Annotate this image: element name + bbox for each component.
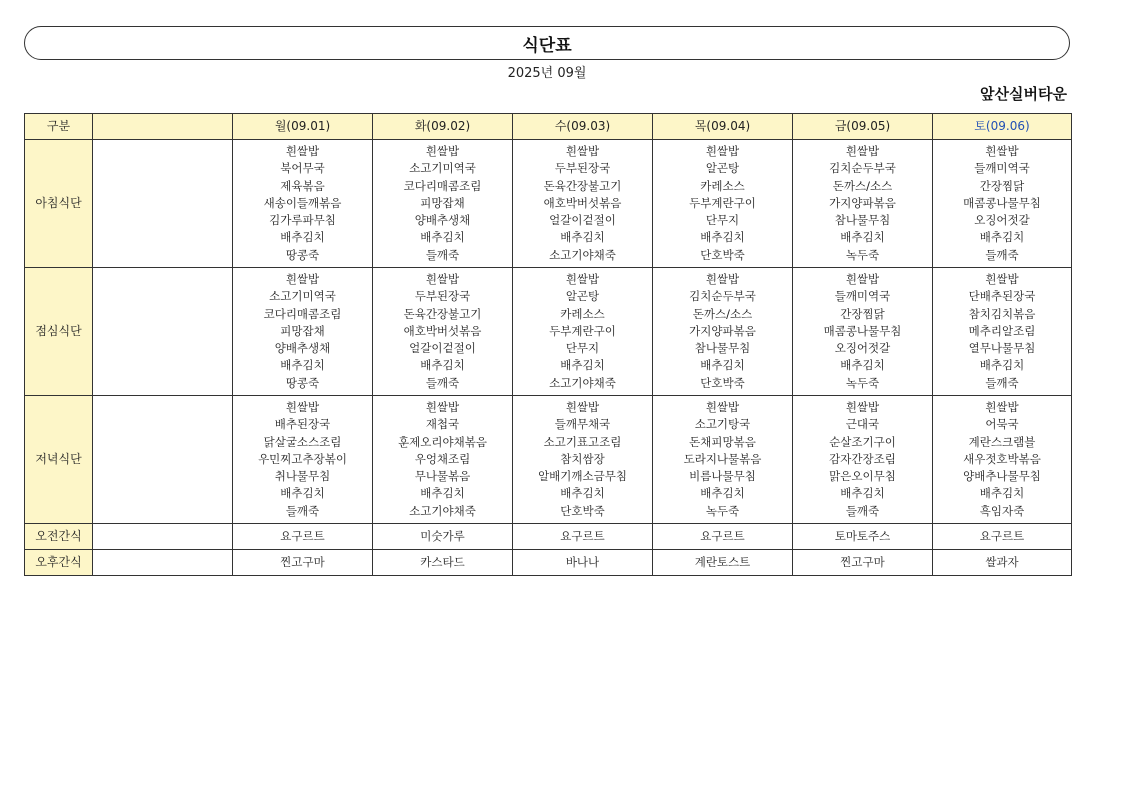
menu-item: 비름나물무침 <box>689 469 756 484</box>
menu-item: 애호박버섯볶음 <box>543 195 622 210</box>
menu-item: 흑임자죽 <box>979 503 1025 518</box>
menu-item: 돈까스/소스 <box>692 306 753 321</box>
page-title: 식단표 <box>522 35 572 56</box>
menu-cell <box>793 268 933 396</box>
menu-item: 흰쌀밥 <box>985 144 1019 159</box>
menu-item: 오징어젓갈 <box>834 341 891 356</box>
meal-label: 저녁식단 <box>25 396 93 524</box>
menu-cell <box>933 268 1072 396</box>
menu-item: 흰쌀밥 <box>425 400 460 415</box>
snack-cell: 카스타드 <box>373 550 513 576</box>
snack-cell: 계란토스트 <box>653 550 793 576</box>
menu-item: 두부된장국 <box>414 289 471 304</box>
menu-cell <box>793 396 933 524</box>
menu-item: 배추김치 <box>560 230 605 245</box>
menu-cell <box>513 268 653 396</box>
menu-item: 들깨죽 <box>845 503 880 518</box>
menu-item: 알배기깨소금무침 <box>538 469 627 484</box>
menu-item: 단호박죽 <box>700 247 745 262</box>
menu-item: 소고기야채죽 <box>409 503 476 518</box>
menu-item: 들깨미역국 <box>834 289 891 304</box>
blank-cell <box>93 268 233 396</box>
menu-item: 알곤탕 <box>705 161 740 176</box>
menu-item: 얼갈이겉절이 <box>409 341 476 356</box>
menu-item: 흰쌀밥 <box>285 144 320 159</box>
menu-item: 카레소스 <box>560 306 605 321</box>
menu-item: 흰쌀밥 <box>845 400 880 415</box>
meal-row <box>25 396 1072 524</box>
menu-item: 제육볶음 <box>280 178 325 193</box>
menu-item: 근대국 <box>845 417 880 432</box>
menu-item: 메추리알조림 <box>968 323 1036 338</box>
snack-label: 오후간식 <box>25 550 93 576</box>
blank-cell <box>93 550 233 576</box>
menu-cell <box>933 396 1072 524</box>
menu-item: 흰쌀밥 <box>425 272 460 287</box>
meal-label: 점심식단 <box>25 268 93 396</box>
menu-item: 두부계란구이 <box>549 323 616 338</box>
menu-item: 맑은오이무침 <box>829 469 896 484</box>
menu-item: 단호박죽 <box>700 375 745 390</box>
menu-item: 매콤콩나물무침 <box>823 323 902 338</box>
meal-label: 아침식단 <box>25 140 93 268</box>
menu-item: 흰쌀밥 <box>705 400 740 415</box>
menu-item: 감자간장조림 <box>829 451 896 466</box>
snack-cell: 요구르트 <box>933 524 1072 550</box>
menu-cell <box>373 396 513 524</box>
menu-item: 배추김치 <box>280 358 325 373</box>
menu-item: 배추김치 <box>280 486 325 501</box>
menu-item: 가지양파볶음 <box>689 323 756 338</box>
header-day-wed: 수(09.03) <box>513 114 653 140</box>
facility-name: 앞산실버타운 <box>980 85 1067 103</box>
header-day-mon: 월(09.01) <box>233 114 373 140</box>
menu-item: 배추김치 <box>979 486 1025 501</box>
menu-item: 참치쌈장 <box>560 451 605 466</box>
menu-item: 흰쌀밥 <box>845 144 880 159</box>
menu-cell <box>373 140 513 268</box>
menu-item: 흰쌀밥 <box>285 272 320 287</box>
menu-item: 카레소스 <box>700 178 745 193</box>
blank-cell <box>93 396 233 524</box>
menu-item: 들깨죽 <box>285 503 320 518</box>
menu-item: 소고기미역국 <box>409 161 476 176</box>
menu-item: 코다리매콤조림 <box>263 306 342 321</box>
menu-item: 코다리매콤조림 <box>403 178 482 193</box>
menu-item: 간장찜닭 <box>840 306 885 321</box>
menu-cell <box>513 396 653 524</box>
menu-item: 흰쌀밥 <box>425 144 460 159</box>
menu-item: 단무지 <box>705 213 740 228</box>
menu-item: 배추김치 <box>840 486 885 501</box>
menu-item: 가지양파볶음 <box>829 195 896 210</box>
menu-item: 배추김치 <box>700 358 745 373</box>
menu-item: 단배추된장국 <box>968 289 1036 304</box>
snack-cell: 요구르트 <box>233 524 373 550</box>
header-row <box>25 114 1072 140</box>
menu-item: 흰쌀밥 <box>985 272 1019 287</box>
menu-item: 흰쌀밥 <box>845 272 880 287</box>
menu-item: 소고기야채죽 <box>549 247 616 262</box>
menu-item: 배추김치 <box>420 486 465 501</box>
menu-item: 단호박죽 <box>560 503 605 518</box>
menu-item: 돈까스/소스 <box>832 178 893 193</box>
menu-item: 재첩국 <box>425 417 460 432</box>
menu-item: 북어무국 <box>280 161 325 176</box>
menu-item: 들깨죽 <box>425 375 460 390</box>
menu-item: 흰쌀밥 <box>285 400 320 415</box>
menu-item: 양배추나물무침 <box>963 469 1041 484</box>
menu-item: 흰쌀밥 <box>565 272 600 287</box>
menu-item: 양배추생채 <box>274 341 331 356</box>
menu-item: 돈육간장불고기 <box>403 306 482 321</box>
blank-cell <box>93 524 233 550</box>
menu-cell <box>513 140 653 268</box>
menu-item: 땅콩죽 <box>285 375 320 390</box>
menu-item: 녹두죽 <box>705 503 740 518</box>
menu-item: 새송이들깨볶음 <box>263 195 342 210</box>
menu-item: 흰쌀밥 <box>565 400 600 415</box>
menu-item: 참나물무침 <box>834 213 891 228</box>
menu-item: 단무지 <box>565 341 600 356</box>
menu-item: 배추김치 <box>979 230 1025 245</box>
menu-item: 알곤탕 <box>565 289 600 304</box>
snack-label: 오전간식 <box>25 524 93 550</box>
menu-cell <box>933 140 1072 268</box>
menu-item: 들깨죽 <box>985 375 1019 390</box>
menu-item: 취나물무침 <box>274 469 331 484</box>
menu-item: 얼갈이겉절이 <box>549 213 616 228</box>
menu-cell <box>233 140 373 268</box>
menu-item: 오징어젓갈 <box>974 213 1030 228</box>
menu-item: 간장찜닭 <box>979 178 1025 193</box>
menu-item: 흰쌀밥 <box>705 272 740 287</box>
snack-cell: 찐고구마 <box>233 550 373 576</box>
menu-item: 배추된장국 <box>274 417 331 432</box>
menu-item: 계란스크램블 <box>968 434 1036 449</box>
menu-item: 참나물무침 <box>694 341 751 356</box>
menu-item: 흰쌀밥 <box>985 400 1019 415</box>
snack-cell: 토마토주스 <box>793 524 933 550</box>
page-title-box <box>24 26 1070 60</box>
menu-item: 소고기탕국 <box>694 417 751 432</box>
snack-row <box>25 524 1072 550</box>
menu-item: 들깨죽 <box>425 247 460 262</box>
menu-item: 배추김치 <box>700 486 745 501</box>
menu-item: 배추김치 <box>420 230 465 245</box>
meal-row <box>25 140 1072 268</box>
menu-item: 배추김치 <box>280 230 325 245</box>
menu-item: 배추김치 <box>560 358 605 373</box>
menu-cell <box>653 268 793 396</box>
snack-cell: 쌀과자 <box>933 550 1072 576</box>
menu-item: 녹두죽 <box>845 375 880 390</box>
menu-item: 김치순두부국 <box>829 161 896 176</box>
menu-cell <box>653 140 793 268</box>
menu-item: 매콤콩나물무침 <box>963 195 1041 210</box>
snack-cell: 바나나 <box>513 550 653 576</box>
menu-item: 소고기야채죽 <box>549 375 616 390</box>
snack-cell: 요구르트 <box>513 524 653 550</box>
blank-cell <box>93 140 233 268</box>
header-day-sat: 토(09.06) <box>933 114 1072 140</box>
menu-item: 소고기미역국 <box>269 289 336 304</box>
menu-item: 돈채피망볶음 <box>689 434 756 449</box>
menu-item: 들깨무채국 <box>554 417 611 432</box>
header-day-fri: 금(09.05) <box>793 114 933 140</box>
menu-item: 두부계란구이 <box>689 195 756 210</box>
menu-item: 피망잡채 <box>420 195 465 210</box>
menu-item: 애호박버섯볶음 <box>403 323 482 338</box>
menu-item: 두부된장국 <box>554 161 611 176</box>
menu-cell <box>793 140 933 268</box>
menu-item: 열무나물무침 <box>968 341 1036 356</box>
menu-item: 닭살굴소스조림 <box>263 434 342 449</box>
menu-item: 훈제오리야채볶음 <box>398 434 487 449</box>
snack-cell: 미숫가루 <box>373 524 513 550</box>
menu-table <box>24 113 1072 576</box>
menu-cell <box>233 396 373 524</box>
menu-item: 피망잡채 <box>280 323 325 338</box>
menu-item: 무나물볶음 <box>414 469 471 484</box>
header-day-tue: 화(09.02) <box>373 114 513 140</box>
menu-item: 도라지나물볶음 <box>683 451 762 466</box>
menu-item: 어묵국 <box>985 417 1019 432</box>
menu-item: 김치순두부국 <box>689 289 756 304</box>
header-category: 구분 <box>25 114 93 140</box>
menu-item: 녹두죽 <box>845 247 880 262</box>
menu-item: 소고기표고조림 <box>543 434 622 449</box>
header-day-thu: 목(09.04) <box>653 114 793 140</box>
header-blank <box>93 114 233 140</box>
menu-item: 우민찌고추장볶이 <box>258 451 347 466</box>
menu-item: 흰쌀밥 <box>565 144 600 159</box>
snack-cell: 요구르트 <box>653 524 793 550</box>
menu-item: 김가루파무침 <box>269 213 336 228</box>
menu-item: 양배추생채 <box>414 213 471 228</box>
menu-item: 흰쌀밥 <box>705 144 740 159</box>
menu-item: 들깨죽 <box>985 247 1019 262</box>
month-subtitle: 2025년 09월 <box>507 66 587 81</box>
menu-item: 들깨미역국 <box>974 161 1030 176</box>
menu-item: 순살조기구이 <box>829 434 896 449</box>
menu-item: 배추김치 <box>979 358 1025 373</box>
snack-row <box>25 550 1072 576</box>
menu-item: 참치김치볶음 <box>968 306 1036 321</box>
menu-item: 배추김치 <box>840 358 885 373</box>
snack-cell: 찐고구마 <box>793 550 933 576</box>
menu-cell <box>373 268 513 396</box>
menu-item: 배추김치 <box>560 486 605 501</box>
menu-item: 돈육간장불고기 <box>543 178 622 193</box>
menu-item: 새우젓호박볶음 <box>963 451 1041 466</box>
menu-cell <box>653 396 793 524</box>
menu-item: 땅콩죽 <box>285 247 320 262</box>
menu-item: 배추김치 <box>700 230 745 245</box>
meal-row <box>25 268 1072 396</box>
menu-item: 우엉채조림 <box>414 451 471 466</box>
menu-item: 배추김치 <box>840 230 885 245</box>
menu-cell <box>233 268 373 396</box>
menu-item: 배추김치 <box>420 358 465 373</box>
